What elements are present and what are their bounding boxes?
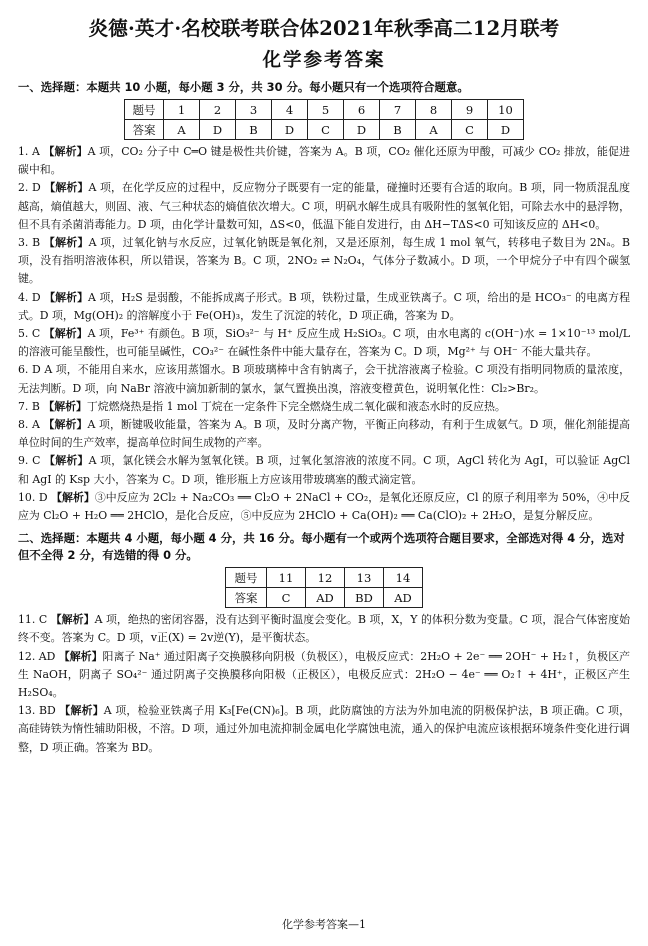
row-label: 题号 bbox=[125, 100, 164, 120]
question-number: 1 bbox=[164, 100, 200, 120]
explanation-item: 9. C 【解析】A 项，氯化镁会水解为氢氧化镁。B 项，过氧化氢溶液的浓度不同。C 项，AgCl 转化为 AgI，可以验证 AgCl 和 AgI 的 Ksp 大小，答案为 C。D 项，锥形瓶上方应该用带玻璃塞的酸式滴定管。 bbox=[18, 454, 630, 486]
question-number: 6 bbox=[344, 100, 380, 120]
answer-cell: D bbox=[200, 120, 236, 140]
question-number: 5 bbox=[308, 100, 344, 120]
explanation-item: 3. B 【解析】A 项，过氧化钠与水反应，过氧化钠既是氧化剂，又是还原剂，每生成 1 mol 氧气，转移电子数目为 2Nₐ。B 项，没有指明溶液体积，所以错误，答案为 B。C 项，2NO₂ ⇌ N₂O₄，气体分子数减小。D 项，一个甲烷分子中有四个碳氢键。 bbox=[18, 236, 630, 286]
answer-cell: B bbox=[236, 120, 272, 140]
question-number: 8 bbox=[416, 100, 452, 120]
answer-row bbox=[226, 588, 423, 608]
explanation-item: 12. AD 【解析】阳离子 Na⁺ 通过阳离子交换膜移向阴极（负极区），电极反应式：2H₂O + 2e⁻ ══ 2OH⁻ + H₂↑，负极区产生 NaOH，阴离子 SO₄²⁻ 通过阴离子交换膜移向阳极（正极区），电极反应式：2H₂O − 4e⁻ ══ O₂↑ + 4H⁺，正极区产生 H₂SO₄。 bbox=[18, 649, 630, 700]
answer-title: 化学参考答案 bbox=[262, 50, 386, 71]
explanation-item: 10. D 【解析】③中反应为 2Cl₂ + Na₂CO₃ ══ Cl₂O + 2NaCl + CO₂，是氧化还原反应，Cl 的原子利用率为 50%，④中反应为 Cl₂O + H₂O ══ 2HClO，是化合反应，⑤中反应为 2HClO + Ca(OH)₂ ══ Ca(ClO)₂ + 2H₂O，是复分解反应。 bbox=[18, 490, 630, 523]
answer-table-1 bbox=[124, 99, 524, 140]
answer-cell: B bbox=[380, 120, 416, 140]
section2-explanations bbox=[18, 611, 630, 757]
explanation-item: 1. A 【解析】A 项，CO₂ 分子中 C═O 键是极性共价键，答案为 A。B 项，CO₂ 催化还原为甲酸，可减少 CO₂ 排放，能促进碳中和。 bbox=[18, 145, 631, 177]
explanation-item: 6. D A 项，不能用自来水，应该用蒸馏水。B 项玻璃棒中含有钠离子，会干扰溶液离子检验。C 项没有指明同物质的量浓度，无法判断。D 项，向 NaBr 溶液中滴加新制的氯水，氯气置换出溴，溶液变橙黄色，说明氧化性：Cl₂>Br₂。 bbox=[18, 363, 630, 395]
answer-cell: A bbox=[416, 120, 452, 140]
question-number-row bbox=[125, 100, 524, 120]
question-number: 2 bbox=[200, 100, 236, 120]
row-label: 答案 bbox=[226, 588, 267, 608]
answer-cell: AD bbox=[306, 588, 345, 608]
answer-cell: A bbox=[164, 120, 200, 140]
answer-cell: D bbox=[272, 120, 308, 140]
explanation-item: 8. A 【解析】A 项，断键吸收能量，答案为 A。B 项，及时分离产物，平衡正向移动，有利于生成氨气。D 项，催化剂能提高单位时间的生产效率，提高单位时间生成物的产率。 bbox=[18, 418, 630, 450]
exam-title: 炎德·英才·名校联考联合体2021年秋季高二12月联考 bbox=[88, 17, 560, 40]
answer-table-2 bbox=[225, 567, 423, 608]
answer-cell: BD bbox=[345, 588, 384, 608]
answer-cell: C bbox=[267, 588, 306, 608]
section1-explanations bbox=[18, 143, 630, 525]
answer-cell: AD bbox=[384, 588, 423, 608]
question-number-row bbox=[226, 568, 423, 588]
explanation-item: 2. D 【解析】A 项，在化学反应的过程中，反应物分子既要有一定的能量，碰撞时还要有合适的取向。B 项，同一物质混乱度越高，熵值越大，则固、液、气三种状态的熵值依次增大。C 项，明矾水解生成具有吸附性的氢氧化铝，可除去水中的悬浮物，但不具有杀菌消毒能力。D 项，由化学计量数可知，ΔS<0，低温下能自发进行，由 ΔH−TΔS<0 可知该反应的 ΔH<0。 bbox=[18, 181, 630, 231]
answer-cell: C bbox=[452, 120, 488, 140]
section2-heading: 二、选择题：本题共 4 小题，每小题 4 分，共 16 分。每小题有一个或两个选项符合题目要求，全部选对得 4 分，选对但不全得 2 分，有选错的得 0 分。 bbox=[18, 531, 625, 563]
answer-cell: D bbox=[344, 120, 380, 140]
question-number: 7 bbox=[380, 100, 416, 120]
explanation-item: 7. B 【解析】丁烷燃烧热是指 1 mol 丁烷在一定条件下完全燃烧生成二氧化碳和液态水时的反应热。 bbox=[18, 399, 506, 413]
explanation-item: 4. D 【解析】A 项，H₂S 是弱酸，不能拆成离子形式。B 项，铁粉过量，生成亚铁离子。C 项，给出的是 HCO₃⁻ 的电离方程式。D 项，Mg(OH)₂ 的溶解度小于 Fe(OH)₃，发生了沉淀的转化，D 项正确，答案为 D。 bbox=[18, 290, 630, 322]
answer-cell: D bbox=[488, 120, 524, 140]
explanation-item: 5. C 【解析】A 项，Fe³⁺ 有颜色。B 项，SiO₃²⁻ 与 H⁺ 反应生成 H₂SiO₃。C 项，由水电离的 c(OH⁻)水 = 1×10⁻¹³ mol/L 的溶液可能呈酸性，也可能呈碱性，CO₃²⁻ 在碱性条件中能大量存在，答案为 C。D 项，Mg²⁺ 与 OH⁻ 不能大量共存。 bbox=[18, 327, 630, 359]
question-number: 12 bbox=[306, 568, 345, 588]
explanation-item: 13. BD 【解析】A 项，检验亚铁离子用 K₃[Fe(CN)₆]。B 项，此防腐蚀的方法为外加电流的阴极保护法，B 项正确。C 项，高硅铸铁为惰性辅助阳极，不溶。D 项，通过外加电流抑制金属电化学腐蚀电流，通入的保护电流应该根据环境条件变化进行调整，D 项正确。答案为 BD。 bbox=[18, 704, 630, 754]
question-number: 14 bbox=[384, 568, 423, 588]
question-number: 3 bbox=[236, 100, 272, 120]
question-number: 4 bbox=[272, 100, 308, 120]
explanation-item: 11. C 【解析】A 项，绝热的密闭容器，没有达到平衡时温度会变化。B 项，X，Y 的体积分数为变量。C 项，混合气体密度始终不变。答案为 C。D 项，v正(X) = 2v逆(Y)，是平衡状态。 bbox=[18, 613, 630, 645]
question-number: 13 bbox=[345, 568, 384, 588]
answer-cell: C bbox=[308, 120, 344, 140]
question-number: 11 bbox=[267, 568, 306, 588]
row-label: 答案 bbox=[125, 120, 164, 140]
section1-heading: 一、选择题：本题共 10 小题，每小题 3 分，共 30 分。每小题只有一个选项符合题意。 bbox=[18, 80, 469, 94]
answer-row bbox=[125, 120, 524, 140]
page-footer: 化学参考答案—1 bbox=[282, 918, 366, 931]
question-number: 9 bbox=[452, 100, 488, 120]
question-number: 10 bbox=[488, 100, 524, 120]
row-label: 题号 bbox=[226, 568, 267, 588]
